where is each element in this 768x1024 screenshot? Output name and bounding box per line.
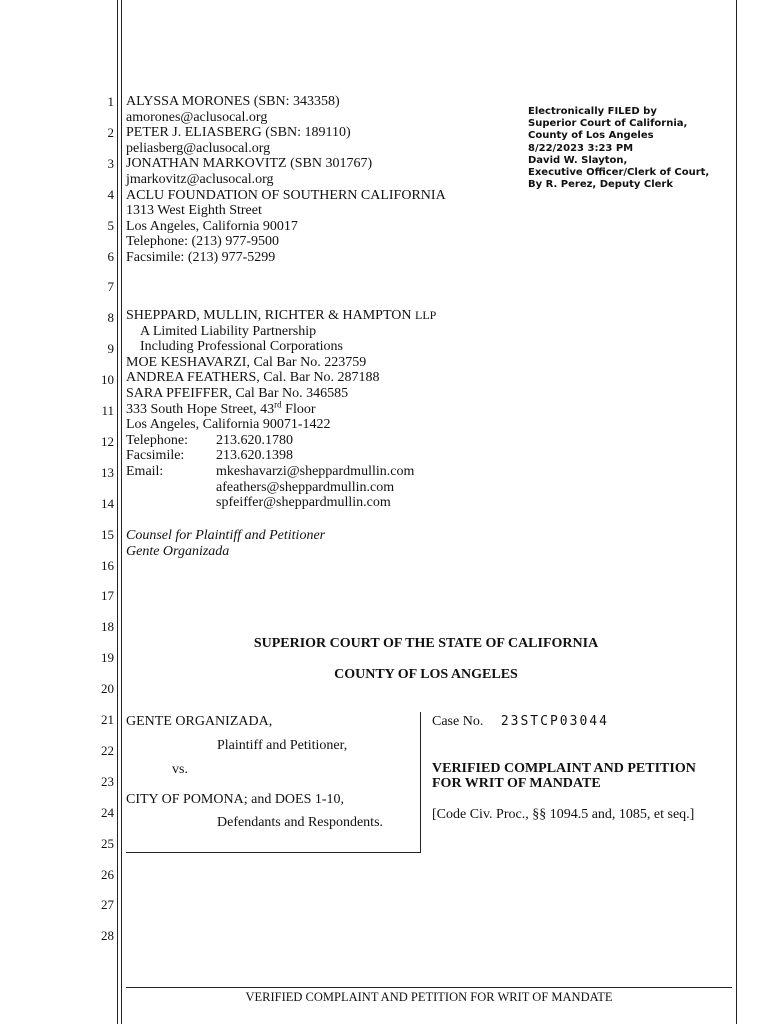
line-number: 27 [101,897,114,913]
facsimile: Facsimile: 213.620.1398 [126,448,293,464]
left-margin-rule-outer [117,0,118,1024]
street-address: 333 South Hope Street, 43rd Floor [126,398,316,417]
firm-name: SHEPPARD, MULLIN, RICHTER & HAMPTON LLP [126,308,437,323]
attorney-name: PETER J. ELIASBERG (SBN: 189110) [126,125,351,141]
line-number: 28 [101,928,114,944]
line-number: 22 [101,742,114,758]
line-number: 19 [101,650,114,666]
case-number-label: Case No. [432,714,484,729]
counsel-for-block [126,528,325,559]
stamp-line: By R. Perez, Deputy Clerk [528,179,673,191]
email: Email: mkeshavarzi@sheppardmullin.com [126,463,415,479]
line-number: 15 [101,526,114,542]
plaintiff-name: GENTE ORGANIZADA, [126,714,273,729]
attorney-name: MOE KESHAVARZI, Cal Bar No. 223759 [126,354,367,370]
line-number: 1 [107,94,114,109]
telephone: Telephone: (213) 977-9500 [126,234,279,250]
line-number: 26 [101,866,114,882]
statute-citation: [Code Civ. Proc., §§ 1094.5 and, 1085, et seq.] [432,807,695,822]
stamp-line: David W. Slayton, [528,154,628,166]
line-number: 12 [101,433,114,449]
email: afeathers@sheppardmullin.com [216,479,395,495]
attorney-name: ANDREA FEATHERS, Cal. Bar No. 287188 [126,370,380,386]
footer-title: VERIFIED COMPLAINT AND PETITION FOR WRIT OF MANDATE [245,990,613,1004]
line-number: 10 [101,372,114,388]
defendant-role: Defendants and Respondents. [217,815,384,830]
attorney-name: ALYSSA MORONES (SBN: 343358) [126,94,340,109]
document-title-line2: FOR WRIT OF MANDATE [432,776,601,791]
line-number: 23 [101,773,114,789]
line-number: 16 [101,557,114,573]
line-number: 2 [107,124,114,140]
attorney-email: peliasberg@aclusocal.org [126,140,271,156]
telephone: Telephone: 213.620.1780 [126,432,293,448]
stamp-line: Executive Officer/Clerk of Court, [528,167,710,179]
line-number: 9 [107,341,114,357]
attorney-name: SARA PFEIFFER, Cal Bar No. 346585 [126,385,349,401]
stamp-line: County of Los Angeles [528,130,654,142]
line-number: 24 [101,804,114,820]
filing-stamp [528,106,709,191]
line-number: 20 [101,681,114,697]
right-margin-rule [736,0,737,1024]
firm-type: Including Professional Corporations [140,339,343,355]
sheppard-counsel-block [126,308,436,511]
city-address: Los Angeles, California 90017 [126,218,298,234]
document-title-line1: VERIFIED COMPLAINT AND PETITION [432,761,696,776]
line-number: 7 [107,279,114,295]
facsimile: Facsimile: (213) 977-5299 [126,249,276,265]
left-margin-rule-inner [121,0,122,1024]
line-number: 21 [101,712,114,727]
court-name: SUPERIOR COURT OF THE STATE OF CALIFORNIA [253,636,599,651]
stamp-line: 8/22/2023 3:23 PM [528,142,634,154]
line-number: 14 [101,495,114,511]
caption-divider [420,712,421,853]
case-number: 23STCP03044 [500,714,609,729]
line-number: 25 [101,835,114,851]
attorney-email: jmarkovitz@aclusocal.org [126,171,274,187]
firm-type: A Limited Liability Partnership [140,323,317,339]
organization-name: ACLU FOUNDATION OF SOUTHERN CALIFORNIA [126,187,446,203]
line-number: 11 [101,403,114,418]
counsel-role: Counsel for Plaintiff and Petitioner [126,528,326,543]
client-name: Gente Organizada [126,543,230,559]
line-number: 3 [107,155,114,171]
defendant-name: CITY OF POMONA; and DOES 1-10, [126,792,345,807]
stamp-line: Electronically FILED by [528,106,657,117]
email: spfeiffer@sheppardmullin.com [216,495,391,511]
line-number: 17 [101,588,114,604]
street-address: 1313 West Eighth Street [126,203,262,219]
plaintiff-role: Plaintiff and Petitioner, [217,738,348,753]
footer-rule [126,987,732,988]
attorney-name: JONATHAN MARKOVITZ (SBN 301767) [126,156,373,172]
line-number: 8 [107,310,114,326]
caption-underline [126,852,421,853]
line-number: 13 [101,464,114,480]
line-number: 18 [101,619,114,635]
case-number-row [432,714,609,730]
versus: vs. [172,762,188,777]
line-number: 4 [107,186,114,202]
attorney-email: amorones@aclusocal.org [126,109,268,125]
aclu-counsel-block [126,94,446,266]
court-county: COUNTY OF LOS ANGELES [334,667,518,682]
city-address: Los Angeles, California 90071-1422 [126,417,331,433]
line-number: 5 [107,217,114,233]
stamp-line: Superior Court of California, [528,118,688,130]
line-number: 6 [107,248,114,264]
